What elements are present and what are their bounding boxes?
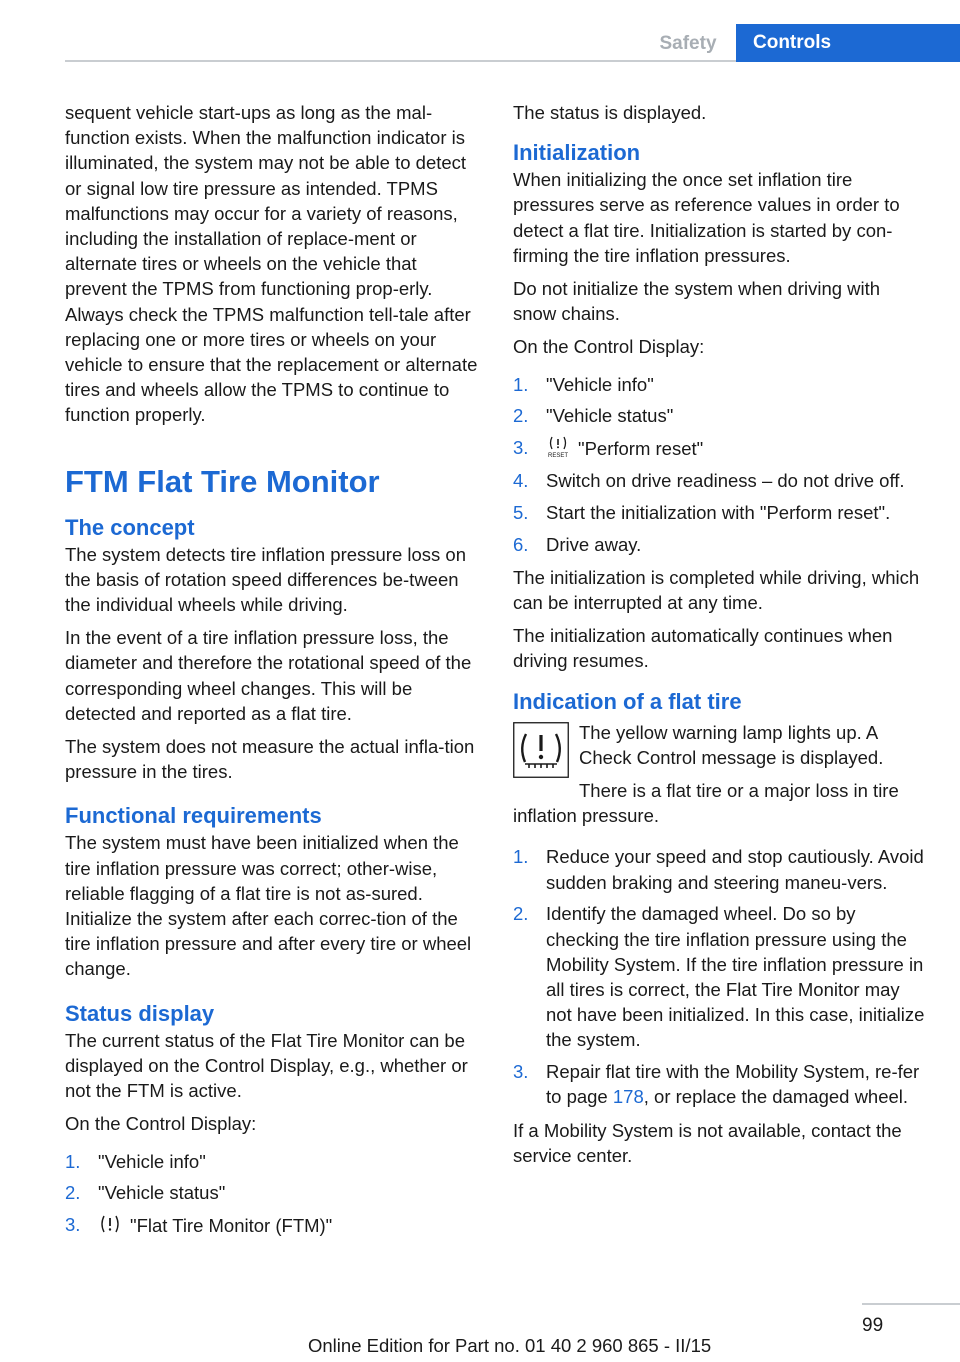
- step-text: "Vehicle status": [98, 1182, 226, 1204]
- reset-icon: [546, 435, 570, 459]
- list-item: [513, 532, 928, 557]
- step-number: 3.: [513, 1061, 529, 1083]
- step-text: , or replace the damaged wheel.: [643, 1086, 909, 1108]
- step-text: Drive away.: [546, 533, 642, 555]
- right-column: [513, 100, 928, 1176]
- heading-initialization: Initialization: [513, 140, 641, 166]
- step-number: 5.: [513, 501, 529, 523]
- flat-steps-list: [513, 844, 928, 1109]
- list-item: [513, 468, 928, 493]
- step-text: Switch on drive readiness – do not drive off.: [546, 470, 905, 492]
- section-title: FTM Flat Tire Monitor: [65, 463, 380, 499]
- step-text: Start the initialization with "Perform reset".: [546, 501, 891, 523]
- init-paragraph-4: The initialization automatically continues when driving resumes.: [513, 625, 893, 672]
- edition-note: Online Edition for Part no. 01 40 2 960 865 - II/15: [308, 1335, 712, 1356]
- step-number: 3.: [513, 437, 529, 459]
- list-item: [513, 500, 928, 525]
- list-item: [65, 1212, 480, 1238]
- heading-flat-tire: Indication of a flat tire: [513, 688, 742, 714]
- status-displayed-paragraph: The status is displayed.: [513, 102, 707, 123]
- reset-icon-label: RESET: [547, 453, 569, 460]
- header-section-tab[interactable]: Safety: [659, 33, 717, 54]
- flat-paragraph-2: There is a flat tire or a major loss in tire inflation pressure.: [513, 780, 899, 827]
- list-item: [513, 1059, 928, 1109]
- list-item: [65, 1149, 480, 1174]
- tire-pressure-warning-icon: [513, 722, 569, 778]
- heading-status-display: Status display: [65, 1000, 215, 1026]
- concept-paragraph-2: In the event of a tire inflation pressure loss, the diameter and therefore the rotational speed of the corresponding wheel changes. This will be detected and reported as a flat tire.: [65, 627, 472, 724]
- step-text: "Perform reset": [578, 438, 704, 460]
- flat-tire-indication: [513, 720, 928, 829]
- status-paragraph: The current status of the Flat Tire Monitor can be displayed on the Control Display, e.g., whether or not the FTM is active.: [65, 1029, 468, 1102]
- flat-tire-icon: [98, 1212, 122, 1236]
- step-text: Repair flat tire with the Mobility System, re-fer to page: [546, 1061, 920, 1108]
- list-item: [65, 1180, 480, 1205]
- control-display-label: On the Control Display:: [65, 1113, 257, 1135]
- page-reference-link[interactable]: 178: [612, 1086, 644, 1108]
- list-item: [513, 901, 928, 1052]
- header-chapter-tab[interactable]: Controls: [736, 24, 960, 62]
- concept-paragraph-3: The system does not measure the actual infla-tion pressure in the tires.: [65, 736, 475, 783]
- control-display-label: On the Control Display:: [513, 336, 705, 358]
- step-number: 4.: [513, 470, 529, 492]
- step-number: 1.: [65, 1150, 81, 1172]
- heading-requirements: Functional requirements: [65, 803, 322, 829]
- step-number: 1.: [513, 373, 529, 395]
- step-number: 2.: [513, 903, 529, 925]
- flat-paragraph-1: The yellow warning lamp lights up. A Check Control message is displayed.: [579, 721, 884, 768]
- step-number: 2.: [65, 1182, 81, 1204]
- list-item: [513, 435, 928, 461]
- step-text: "Vehicle info": [546, 373, 654, 395]
- step-number: 2.: [513, 405, 529, 427]
- step-text: Reduce your speed and stop cautiously. Avoid sudden braking and steering maneu-vers.: [546, 846, 924, 893]
- list-item: [513, 844, 928, 894]
- page-number: 99: [862, 1315, 884, 1336]
- step-text: Identify the damaged wheel. Do so by checking the tire inflation pressure using the Mobility System. If the tire inflation pressure in all tires is correct, the Flat Tire Monitor may not have been initialized. In this case, initialize the system.: [546, 903, 925, 1051]
- list-item: [513, 403, 928, 428]
- step-text: "Vehicle info": [98, 1150, 206, 1172]
- init-steps-list: [513, 372, 928, 557]
- heading-concept: The concept: [65, 514, 195, 540]
- step-text: "Flat Tire Monitor (FTM)": [130, 1215, 333, 1237]
- requirements-paragraph: The system must have been initialized when the tire inflation pressure was correct; other-wise, reliable flagging of a flat tire is not as-sured. Initialize the system after each correc-tion of the tire inflation pressure and after every tire or wheel change.: [65, 832, 472, 980]
- left-column: [65, 100, 480, 1246]
- step-number: 3.: [65, 1214, 81, 1236]
- step-text: "Vehicle status": [546, 405, 674, 427]
- footer-rule: [862, 1303, 960, 1305]
- init-paragraph-1: When initializing the once set inflation tire pressures serve as reference values in order to detect a flat tire. Initialization is started by con-firming the tire inflation pressures.: [513, 169, 900, 266]
- step-number: 1.: [513, 846, 529, 868]
- list-item: [513, 372, 928, 397]
- intro-paragraph: sequent vehicle start-ups as long as the mal-function exists. When the malfunction indicator is illuminated, the system may not be able to detect or signal low tire pressure as intended. TPMS malfunctions may occur for a variety of reasons, including the installation of replace-ment or alternate tires or wheels on the vehicle that prevent the TPMS from functioning prop-erly. Always check the TPMS malfunction tell-tale after replacing one or more tires or wheels on your vehicle to ensure that the replacement or alternate tires and wheels allow the TPMS to continue to function properly.: [65, 102, 478, 426]
- concept-paragraph-1: The system detects tire inflation pressure loss on the basis of rotation speed differences be-tween the individual wheels while driving.: [65, 543, 467, 616]
- status-steps-list: [65, 1149, 480, 1239]
- step-number: 6.: [513, 533, 529, 555]
- flat-paragraph-3: If a Mobility System is not available, contact the service center.: [513, 1119, 902, 1166]
- init-paragraph-2: Do not initialize the system when driving with snow chains.: [513, 278, 881, 325]
- init-paragraph-3: The initialization is completed while driving, which can be interrupted at any time.: [513, 566, 920, 614]
